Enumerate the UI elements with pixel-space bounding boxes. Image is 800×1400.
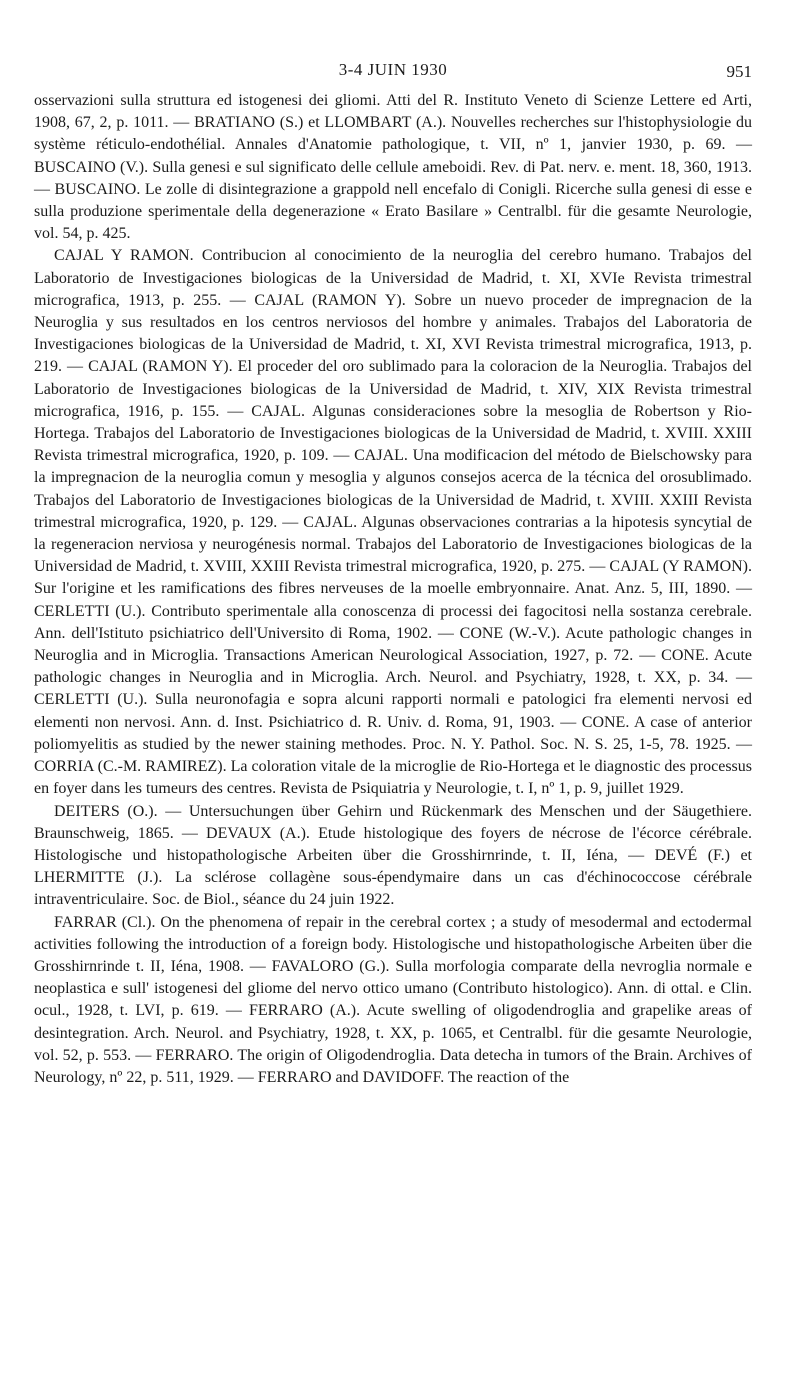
header-date: 3-4 JUIN 1930 [338,60,448,79]
page-number: 951 [726,62,752,81]
bibliography-text [34,90,752,1089]
bibliography-paragraph: CAJAL Y RAMON. Contribucion al conocimiento de la neuroglia del cerebro humano. Trabajos del Laboratorio de Investigaciones biologicas de la Universidad de Madrid, t. XI, XVIe Revista trimestral micrografica, 1913, p. 255. — CAJAL (RAMON Y). Sobre un nuevo proceder de impregnacion de la Neuroglia y sus resultados en los centros nerviosos del hombre y animales. Trabajos del Laboratoria de Investigaciones biologicas de la Universidad de Madrid, t. XI, XVI Revista trimestral micrografica, 1913, p. 219. — CAJAL (RAMON Y). El proceder del oro sublimado para la coloracion de la Neuroglia. Trabajos del Laboratorio de Investigaciones biologicas de la Universidad de Madrid, t. XIV, XIX Revista trimestral micrografica, 1916, p. 155. — CAJAL. Algunas consideraciones sobre la mesoglia de Robertson y Rio-Hortega. Trabajos del Laboratorio de Investigaciones biologicas de la Universidad de Madrid, t. XVIII. XXIII Revista trimestral micrografica, 1920, p. 109. — CAJAL. Una modificacion del método de Bielschowsky para la impregnacion de la neuroglia comun y mesoglia y algunos consejos acerca de la técnica del orosublimado. Trabajos del Laboratorio de Investigaciones biologicas de la Universidad de Madrid, t. XVIII. XXIII Revista trimestral micrografica, 1920, p. 129. — CAJAL. Algunas observaciones contrarias a la hipotesis syncytial de la regeneracion nerviosa y neurogénesis normal. Trabajos del Laboratorio de Investigaciones biologicas de la Universidad de Madrid, t. XVIII, XXIII Revista trimestral micrografica, 1920, p. 275. — CAJAL (Y RAMON). Sur l'origine et les ramifications des fibres nerveuses de la moelle embryonnaire. Anat. Anz. 5, III, 1890. — CERLETTI (U.). Contributo sperimentale alla conoscenza di processi dei fagocitosi nella sostanza cerebrale. Ann. dell'Istituto psichiatrico dell'Universito di Roma, 1902. — CONE (W.-V.). Acute pathologic changes in Neuroglia and in Microglia. Transactions American Neurological Association, 1927, p. 72. — CONE. Acute pathologic changes in Neuroglia and in Microglia. Arch. Neurol. and Psychiatry, 1928, t. XX, p. 34. — CERLETTI (U.). Sulla neuronofagia e sopra alcuni rapporti normali e patologici fra elementi nervosi ed elementi non nervosi. Ann. d. Inst. Psichiatrico d. R. Univ. d. Roma, 91, 1903. — CONE. A case of anterior poliomyelitis as studied by the newer staining methodes. Proc. N. Y. Pathol. Soc. N. S. 25, 1-5, 78. 1925. — CORRIA (C.-M. RAMIREZ). La coloration vitale de la microglie de Rio-Hortega et le diagnostic des processus en foyer dans les tumeurs des centres. Revista de Psiquiatria y Neurologie, t. I, nº 1, p. 9, juillet 1929. [34,247,752,798]
bibliography-paragraph: DEITERS (O.). — Untersuchungen über Gehirn und Rückenmark des Menschen und der Säugethiere. Braunschweig, 1865. — DEVAUX (A.). Etude histologique des foyers de nécrose de l'écorce cérébrale. Histologische und histopathologische Arbeiten über die Grosshirnrinde, t. II, Iéna, — DEVÉ (F.) et LHERMITTE (J.). La sclérose collagène sous-épendymaire dans un cas d'échinococcose cérébrale intraventriculaire. Soc. de Biol., séance du 24 juin 1922. [34,802,752,909]
running-header [34,58,752,90]
bibliography-paragraph: FARRAR (Cl.). On the phenomena of repair in the cerebral cortex ; a study of mesodermal and ectodermal activities following the introduction of a foreign body. Histologische und histopathologische Arbeiten über die Grosshirnrinde t. II, Iéna, 1908. — FAVALORO (G.). Sulla morfologia comparate della nevroglia normale e neoplastica e sull' istogenesi del gliome del nervo ottico umano (Contributo histologico). Ann. di ottal. e Clin. ocul., 1928, t. LVI, p. 619. — FERRARO (A.). Acute swelling of oligodendroglia and grapelike areas of desintegration. Arch. Neurol. and Psychiatry, 1928, t. XX, p. 1065, et Centralbl. für die gesamte Neurologie, vol. 52, p. 553. — FERRARO. The origin of Oligodendroglia. Data detecha in tumors of the Brain. Archives of Neurology, nº 22, p. 511, 1929. — FERRARO and DAVIDOFF. The reaction of the [34,913,752,1086]
bibliography-paragraph: osservazioni sulla struttura ed istogenesi dei gliomi. Atti del R. Instituto Veneto di Scienze Lettere ed Arti, 1908, 67, 2, p. 1011. — BRATIANO (S.) et LLOMBART (A.). Nouvelles recherches sur l'histophysiologie du système réticulo-endothélial. Annales d'Anatomie pathologique, t. VII, nº 1, janvier 1930, p. 69. — BUSCAINO (V.). Sulla genesi e sul significato delle cellule ameboidi. Rev. di Pat. nerv. e. ment. 18, 360, 1913. — BUSCAINO. Le zolle di disintegrazione a grappold nell encefalo di Conigli. Ricerche sulla genesi di esse e sulla produzione sperimentale della degenerazione « Erato Basilare » Centralbl. für die gesamte Neurologie, vol. 54, p. 425. [34,92,752,243]
